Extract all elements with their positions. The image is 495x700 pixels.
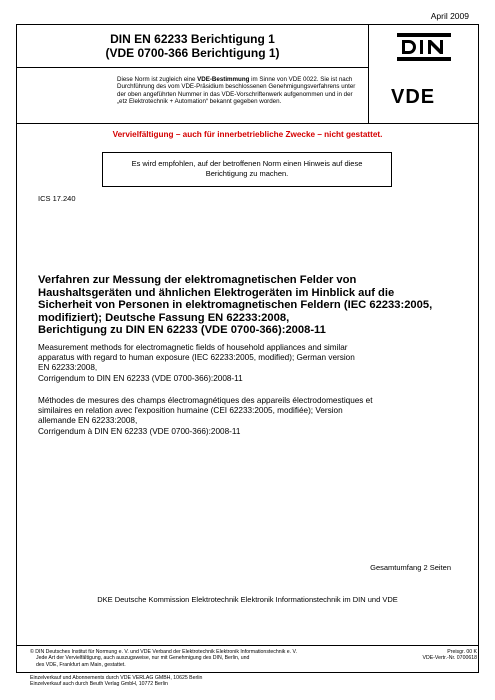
price-info — [423, 649, 478, 662]
copyright-line: des VDE, Frankfurt am Main, gestattet. — [36, 661, 126, 668]
dke-line: DKE Deutsche Kommission Elektrotechnik Elektronik Informationstechnik im DIN und VDE — [97, 595, 398, 604]
price-group: Preisgr. 00 K — [447, 649, 477, 655]
sales-line: Einzelverkauf und Abonnements durch VDE VERLAG GMBH, 10625 Berlin — [30, 675, 203, 681]
english-title-line: EN 62233:2008, — [38, 363, 98, 373]
english-title-line: Measurement methods for electromagnetic fields of household appliances and similar — [38, 343, 348, 352]
copyright-line: Jede Art der Vervielfältigung, auch auszugsweise, nur mit Genehmigung des DIN, Berlin, und — [36, 655, 250, 662]
sales-line: Einzelverkauf auch durch Beuth Verlag GmbH, 10772 Berlin — [30, 681, 168, 688]
french-title — [38, 396, 468, 437]
vde-contract-number: VDE-Vertr.-Nr. 0700618 — [422, 655, 477, 662]
advice-line-2: Berichtigung zu machen. — [205, 169, 289, 178]
copy-warning: Vervielfältigung – auch für innerbetriebliche Zwecke – nicht gestattet. — [112, 130, 383, 139]
title-box — [16, 24, 369, 68]
german-title — [38, 274, 468, 337]
advice-line-1: Es wird empfohlen, auf der betroffenen Norm einen Hinweis auf diese — [131, 159, 363, 168]
document-number: DIN EN 62233 Berichtigung 1 — [110, 32, 275, 46]
page-count: Gesamtumfang 2 Seiten — [370, 563, 451, 572]
german-title-line: Haushaltsgeräten und ähnlichen Elektrogeräten im Hinblick auf die — [38, 286, 395, 299]
sales-info — [30, 675, 202, 688]
english-title-line: Corrigendum to DIN EN 62233 (VDE 0700-366):2008-11 — [38, 373, 243, 383]
french-title-line: allemande EN 62233:2008, — [38, 416, 138, 426]
german-title-line: Verfahren zur Messung der elektromagnetischen Felder von — [38, 274, 357, 286]
vde-note — [16, 67, 369, 124]
ics-code: ICS 17.240 — [38, 194, 76, 203]
note-text-2: im Sinne von VDE 0022. Sie ist nach Durchführung des vom VDE-Präsidium beschlossenen Genehmigungsverfahrens unter der oben angeführten Nummer in das VDE-Vorschriftenwerk aufgenommen und in der „etz Elektrotechnik + Automation“ bekannt gegeben worden. — [117, 76, 356, 106]
vde-logo: VDE — [391, 86, 436, 108]
footer-divider — [16, 645, 479, 646]
german-title-line: Berichtigung zu DIN EN 62233 (VDE 0700-366):2008-11 — [38, 324, 326, 337]
german-title-line: modifiziert); Deutsche Fassung EN 62233:2008, — [38, 311, 290, 324]
copyright-line: © DIN Deutsches Institut für Normung e. V. und VDE Verband der Elektrotechnik Elektronik Informationstechnik e. V. — [30, 649, 297, 655]
german-title-line: Sicherheit von Personen in elektromagnetischen Feldern (IEC 62233:2005, — [38, 299, 433, 312]
copyright-notice — [30, 649, 410, 668]
vde-number: (VDE 0700-366 Berichtigung 1) — [105, 46, 280, 60]
din-logo-icon — [396, 32, 452, 62]
publication-date: April 2009 — [430, 11, 469, 21]
note-text-1: Diese Norm ist zugleich eine — [117, 76, 198, 83]
french-title-line: Méthodes de mesures des champs électromagnétiques des appareils électrodomestiques et — [38, 396, 373, 405]
advice-box — [102, 152, 392, 187]
note-bold: VDE-Bestimmung — [197, 76, 250, 83]
english-title — [38, 343, 468, 384]
french-title-line: Corrigendum à DIN EN 62233 (VDE 0700-366):2008-11 — [38, 426, 241, 436]
french-title-line: similaires en relation avec l'exposition humaine (CEI 62233:2005, modifiée); Version — [38, 406, 343, 416]
english-title-line: apparatus with regard to human exposure (IEC 62233:2005, modified); German version — [38, 353, 355, 363]
